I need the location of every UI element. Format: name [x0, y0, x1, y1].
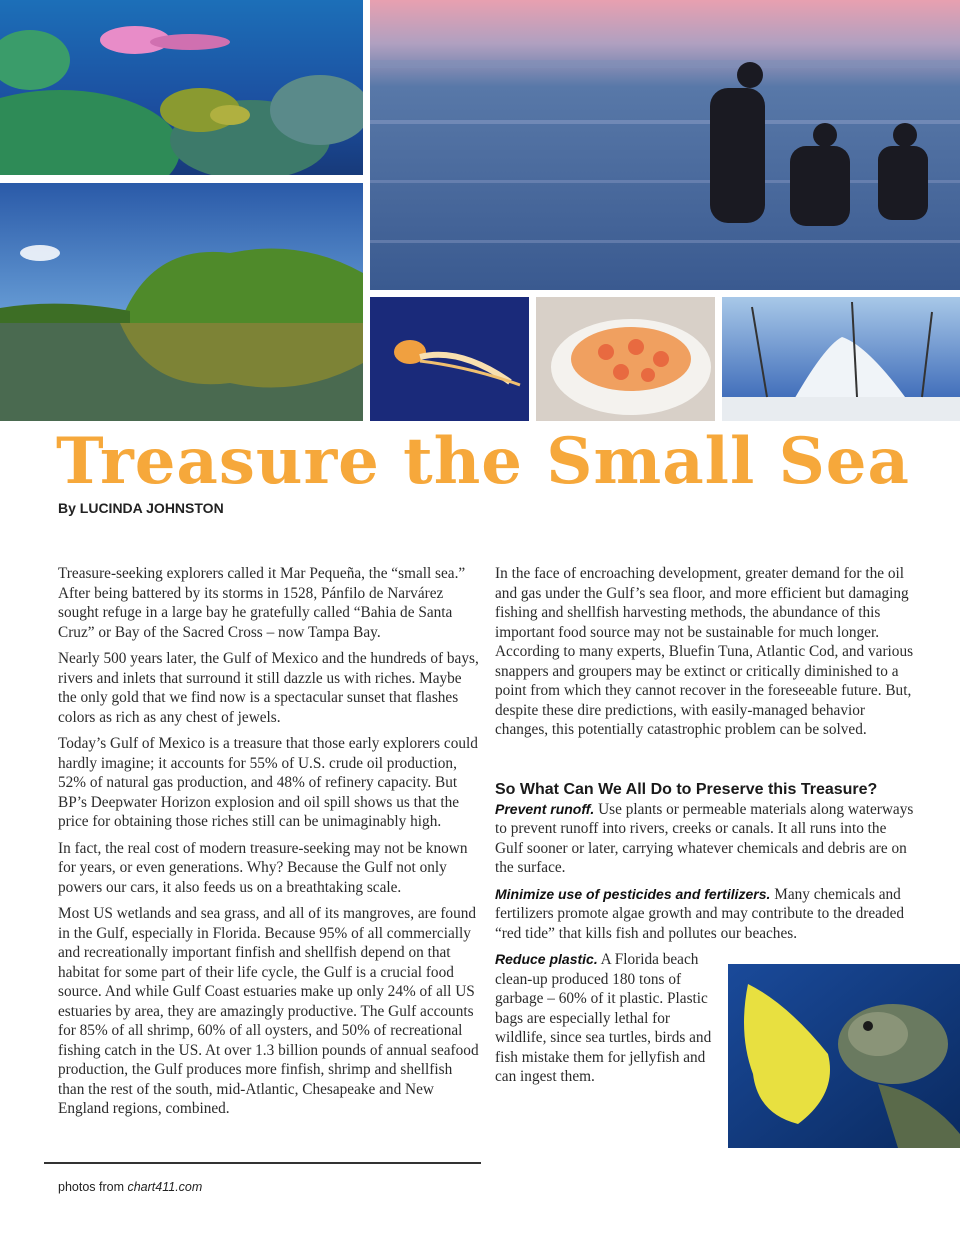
left-column [58, 564, 480, 1126]
photo-credit-source: chart411.com [127, 1180, 203, 1194]
photo-credit [58, 1180, 202, 1194]
body-paragraph: In the face of encroaching development, greater demand for the oil and gas under the Gulf’s sea floor, and more efficient but damaging fishing and shellfish harvesting methods, the abundance of this important food source may not be sustainable for much longer. According to many experts, Bluefin Tuna, Atlantic Cod, and various snappers and groupers may be extinct or critically diminished to a point from which they cannot recover in the foreseeable future. But, despite these dire predictions, with easily-managed behavior changes, this potentially catastrophic problem can be solved. [495, 565, 914, 738]
mangroves-reflection-photo [0, 183, 363, 421]
body-paragraph: Today’s Gulf of Mexico is a treasure that those early explorers could hardly imagine; it accounts for 55% of U.S. crude oil production, 52% of natural gas production, and 48% of refinery capacity. But BP’s Deepwater Horizon explosion and oil spill shows us that the price for obtaining those riches still can be unimaginably high. [58, 735, 478, 830]
tip-paragraph [495, 885, 915, 944]
sea-turtle-plastic-bag-photo [728, 964, 960, 1148]
tip-paragraph [495, 950, 721, 1087]
tip-lead: Minimize use of pesticides and fertilizers. [495, 885, 771, 902]
body-paragraph: In fact, the real cost of modern treasure-seeking may not be known for years, or even generations. Why? Because the Gulf not only powers our cars, it also feeds us on a breathtaking scale. [58, 839, 468, 896]
tip-lead: Reduce plastic. [495, 951, 598, 967]
body-paragraph: Nearly 500 years later, the Gulf of Mexico and the hundreds of bays, rivers and inlets that surround it still dazzle us with riches. Maybe the only gold that we find now is a spectacular sunset that flashes colors as rich as any chest of jewels. [58, 650, 479, 726]
tip-text: Many chemicals and fertilizers promote algae growth and may contribute to the dreaded “red tide” that kills fish and pollutes our beaches. [495, 885, 905, 942]
tip-lead: Prevent runoff. [495, 800, 595, 817]
tip-paragraph [495, 800, 915, 878]
article-title: Treasure the Small Sea [56, 424, 910, 499]
tip-text: A Florida beach clean-up produced 180 tons of garbage – 60% of it plastic. Plastic bags are especially lethal for wildlife, since sea turtles, birds and fish mistake them for jellyfish and can ingest them. [495, 951, 712, 1085]
byline: By LUCINDA JOHNSTON [58, 500, 224, 516]
tip-text: Use plants or permeable materials along waterways to prevent runoff into rivers, creeks or canals. It all runs into the Gulf sooner or later, carrying whatever chemicals and debris are on the surface. [495, 800, 914, 876]
section-heading: So What Can We All Do to Preserve this Treasure? [495, 780, 878, 798]
shrimp-pasta-photo [536, 297, 715, 421]
fishing-boat-wake-photo [722, 297, 960, 421]
jellyfish-photo [370, 297, 529, 421]
photo-credit-prefix: photos from [58, 1180, 128, 1194]
scuba-diver-photo [0, 0, 363, 175]
footer-divider [44, 1162, 481, 1164]
sunset-wading-family-photo [370, 0, 960, 290]
body-paragraph: Treasure-seeking explorers called it Mar Pequeña, the “small sea.” After being battered by its storms in 1528, Pánfilo de Narvárez sought refuge in a large bay he gratefully called “Bahia de Santa Cruz” or Bay of the Sacred Cross – now Tampa Bay. [58, 565, 466, 641]
body-paragraph: Most US wetlands and sea grass, and all of its mangroves, are found in the Gulf, especially in Florida. Because 95% of all commercially and recreationally important finfish and shellfish depend on that habitat for some part of their life cycle, the Gulf is a crucial food source. And while Gulf Coast estuaries make up only 24% of all US estuaries by area, they are amazingly productive. The Gulf accounts for 85% of all shrimp, 60% of all oysters, and 50% of recreational fishing catch in the US. At over 1.3 billion pounds of annual seafood production, the Gulf produces more finfish, shrimp and shellfish than the rest of the south, mid-Atlantic, Chesapeake and New England regions, combined. [58, 905, 479, 1117]
